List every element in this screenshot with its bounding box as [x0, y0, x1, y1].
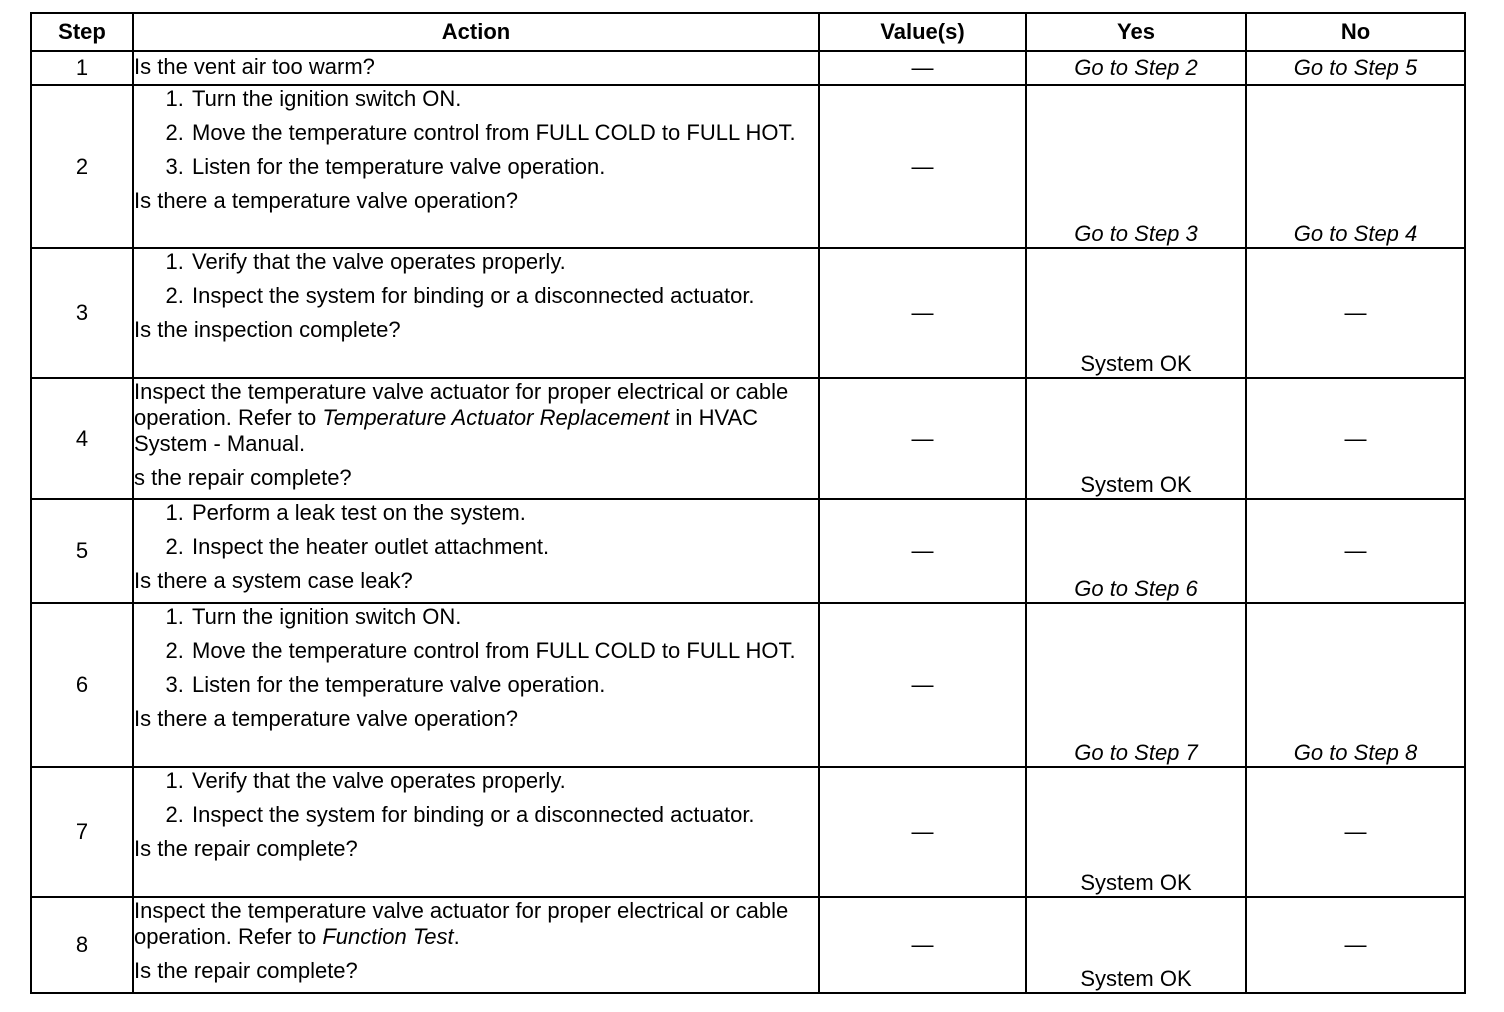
- yes-cell: Go to Step 7: [1026, 603, 1246, 767]
- step-number: 2: [31, 85, 133, 248]
- table-row: [31, 51, 1465, 85]
- action-cell: [133, 248, 819, 378]
- step-number: 8: [31, 897, 133, 993]
- value-cell: —: [819, 603, 1026, 767]
- step-number: 6: [31, 603, 133, 767]
- step-number: 1: [31, 51, 133, 85]
- yes-cell: System OK: [1026, 378, 1246, 499]
- action-item: 1. Verify that the valve operates properly.: [190, 768, 818, 794]
- yes-cell: System OK: [1026, 767, 1246, 897]
- action-question: Is the repair complete?: [134, 958, 358, 983]
- value-cell: —: [819, 51, 1026, 85]
- no-cell: —: [1246, 897, 1465, 993]
- action-cell: [133, 378, 819, 499]
- step-number: 7: [31, 767, 133, 897]
- table-row: [31, 767, 1465, 897]
- action-item: 2. Inspect the system for binding or a disconnected actuator.: [190, 802, 818, 828]
- value-cell: —: [819, 378, 1026, 499]
- table-row: [31, 378, 1465, 499]
- action-list: [134, 249, 818, 309]
- table-row: [31, 897, 1465, 993]
- action-item: 1. Turn the ignition switch ON.: [190, 86, 818, 112]
- action-item: 3. Listen for the temperature valve operation.: [190, 154, 818, 180]
- action-question: Is there a temperature valve operation?: [134, 706, 519, 731]
- header-row: [31, 13, 1465, 51]
- action-item: 2. Inspect the heater outlet attachment.: [190, 534, 818, 560]
- action-item: 1. Turn the ignition switch ON.: [190, 604, 818, 630]
- action-list: [134, 768, 818, 828]
- no-cell: —: [1246, 248, 1465, 378]
- yes-cell: Go to Step 6: [1026, 499, 1246, 603]
- step-number: 3: [31, 248, 133, 378]
- action-text-post: in HVAC System - Manual.: [134, 405, 759, 456]
- header-no: No: [1246, 13, 1465, 51]
- table-row: [31, 248, 1465, 378]
- no-cell: —: [1246, 499, 1465, 603]
- no-cell: Go to Step 8: [1246, 603, 1465, 767]
- yes-cell: Go to Step 3: [1026, 85, 1246, 248]
- action-text-pre: Inspect the temperature valve actuator for proper electrical or cable operation. Refer to: [134, 898, 789, 949]
- action-text: [134, 379, 818, 457]
- action-question: Is the inspection complete?: [134, 317, 401, 342]
- no-cell: Go to Step 5: [1246, 51, 1465, 85]
- header-step: Step: [31, 13, 133, 51]
- action-cell: [133, 897, 819, 993]
- value-cell: —: [819, 248, 1026, 378]
- no-cell: —: [1246, 378, 1465, 499]
- action-cell: [133, 85, 819, 248]
- action-item: 3. Listen for the temperature valve operation.: [190, 672, 818, 698]
- table-row: [31, 499, 1465, 603]
- action-item: 2. Move the temperature control from FULL COLD to FULL HOT.: [190, 120, 818, 146]
- value-cell: —: [819, 499, 1026, 603]
- value-cell: —: [819, 767, 1026, 897]
- table-row: [31, 85, 1465, 248]
- action-list: [134, 604, 818, 698]
- action-cell: [133, 603, 819, 767]
- action-list: [134, 500, 818, 560]
- action-cell: [133, 51, 819, 85]
- yes-cell: Go to Step 2: [1026, 51, 1246, 85]
- no-cell: Go to Step 4: [1246, 85, 1465, 248]
- no-cell: —: [1246, 767, 1465, 897]
- action-text-post: .: [453, 924, 460, 949]
- header-action: Action: [133, 13, 819, 51]
- reference-link-text: Function Test: [322, 924, 454, 949]
- action-item: 1. Perform a leak test on the system.: [190, 500, 818, 526]
- header-value: Value(s): [819, 13, 1026, 51]
- step-number: 5: [31, 499, 133, 603]
- step-number: 4: [31, 378, 133, 499]
- action-item: 2. Move the temperature control from FULL COLD to FULL HOT.: [190, 638, 818, 664]
- action-item: 1. Verify that the valve operates properly.: [190, 249, 818, 275]
- action-cell: [133, 767, 819, 897]
- value-cell: —: [819, 85, 1026, 248]
- action-question: Is the repair complete?: [134, 836, 358, 861]
- yes-cell: System OK: [1026, 897, 1246, 993]
- action-text-pre: Inspect the temperature valve actuator for proper electrical or cable operation. Refer to: [134, 379, 789, 430]
- action-question: Is the vent air too warm?: [134, 54, 375, 79]
- value-cell: —: [819, 897, 1026, 993]
- action-item: 2. Inspect the system for binding or a disconnected actuator.: [190, 283, 818, 309]
- reference-link-text: Temperature Actuator Replacement: [322, 405, 670, 430]
- diagnostic-table: [30, 12, 1466, 994]
- action-text: [134, 898, 818, 950]
- action-list: [134, 86, 818, 180]
- action-question: Is there a temperature valve operation?: [134, 188, 519, 213]
- action-question: s the repair complete?: [134, 465, 352, 490]
- yes-cell: System OK: [1026, 248, 1246, 378]
- action-cell: [133, 499, 819, 603]
- table-row: [31, 603, 1465, 767]
- action-question: Is there a system case leak?: [134, 568, 413, 593]
- header-yes: Yes: [1026, 13, 1246, 51]
